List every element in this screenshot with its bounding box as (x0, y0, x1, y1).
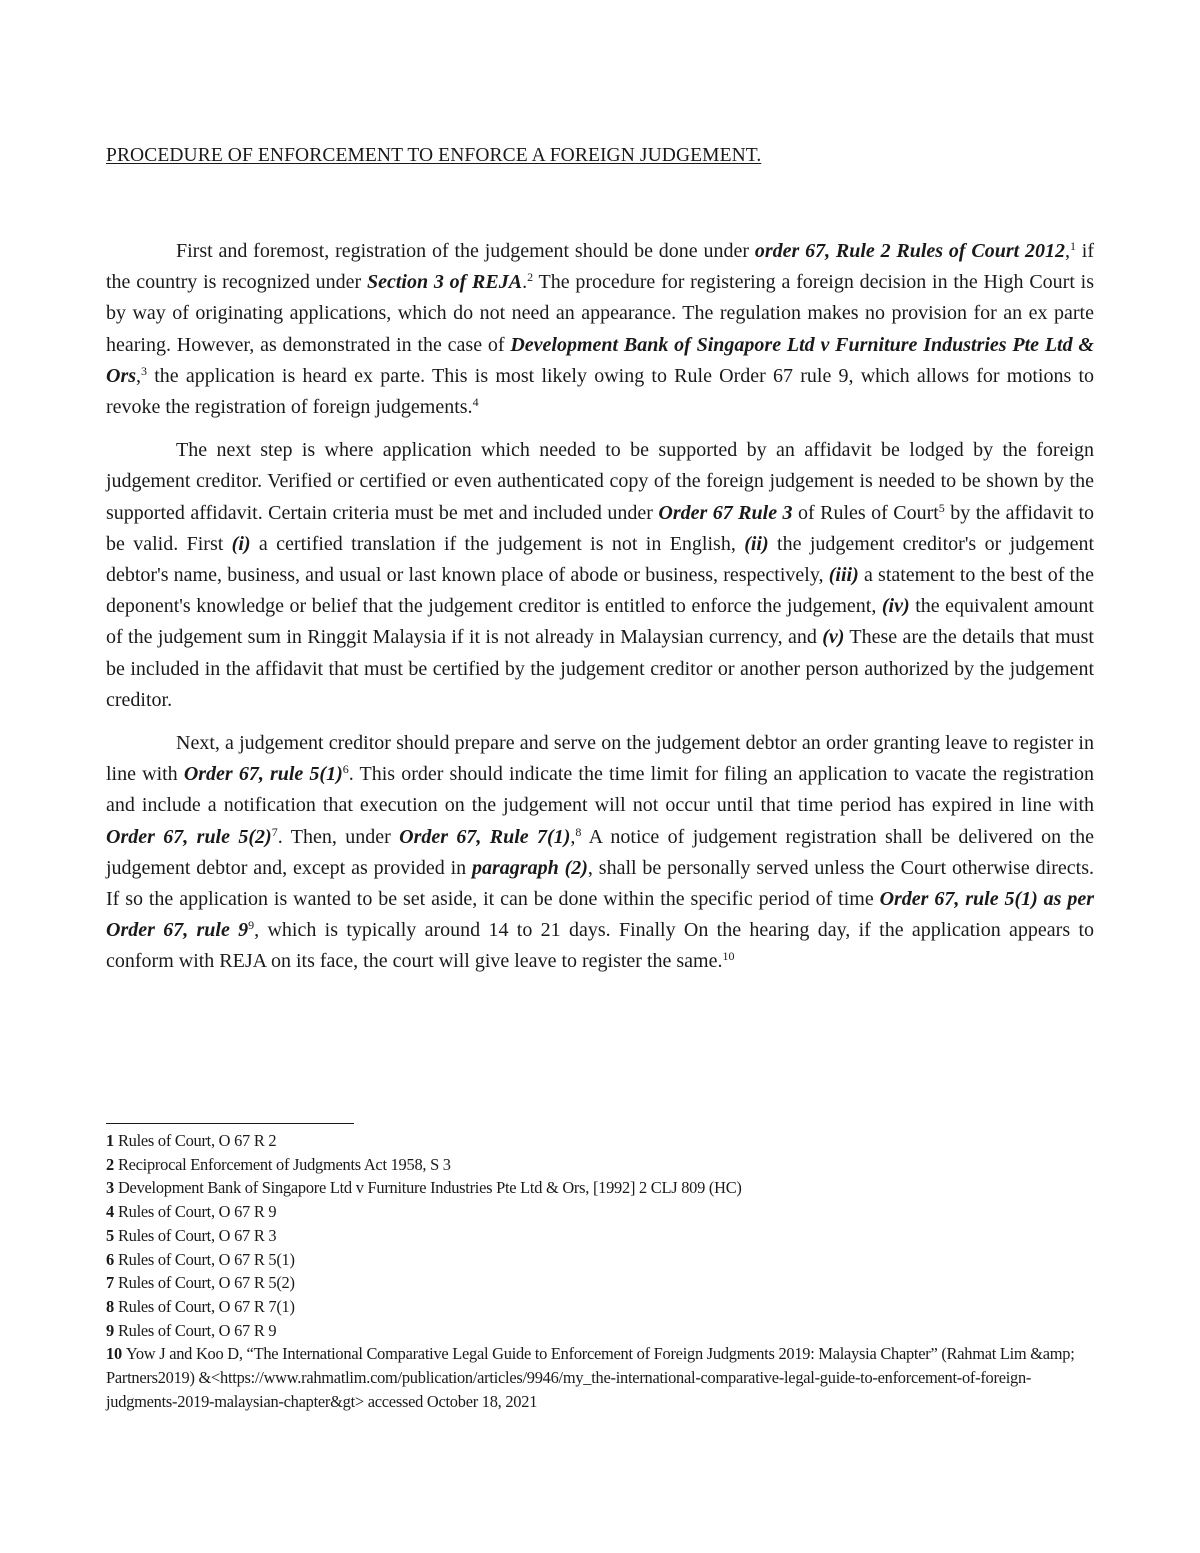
footnote-ref[interactable]: 10 (722, 949, 735, 964)
paragraph-text: . This order should indicate the time limit for filing an application to vacate the registration and include a notification that execution on the judgement will not occur until that time period has expired in line with (106, 763, 1095, 817)
paragraph-text: The procedure for registering a foreign decision in the High Court is by way of originating applications, which do not need an appearance. The regulation makes no provision for an ex parte hearing. However, as demonstrated in the case of (106, 271, 1094, 356)
paragraph-text: the application is heard ex parte. This is most likely owing to Rule Order 67 rule 9, which allows for motions to revoke the registration of foreign judgements. (106, 364, 1094, 419)
paragraph-text: , which is typically around 14 to 21 days. Finally On the hearing day, if the application appears to conform with REJA on its face, the court will give leave to register the same. (106, 919, 1094, 973)
footnote-ref[interactable]: 4 (472, 395, 479, 410)
paragraph-text: a certified translation if the judgement is not in English, (250, 532, 745, 555)
paragraph-text: The next step is where application which needed to be supported by an affidavit be lodged by the foreign judgement creditor. Verified or certified or even authenticated copy of the foreign judgement is needed to be shown by the supported affidavit. Certain criteria must be met and included under (106, 439, 1094, 524)
paragraph-text: These are the details that must be included in the affidavit that must be certified by the judgement creditor or another person authorized by the judgement creditor. (106, 626, 1094, 711)
footnote-ref[interactable]: 7 (271, 824, 278, 839)
footnote-ref[interactable]: 2 (527, 270, 534, 285)
footnote-ref[interactable]: 3 (141, 363, 148, 378)
document-title: PROCEDURE OF ENFORCEMENT TO ENFORCE A FOREIGN JUDGEMENT. (106, 145, 762, 166)
footnote-item (106, 1200, 1094, 1224)
paragraph-text: , shall be personally served unless the Court otherwise directs. If so the application is wanted to be set aside, it can be done within the specific period of time (106, 856, 1094, 911)
paragraph-text: . Then, under (277, 825, 400, 848)
paragraph-text: , (570, 825, 576, 848)
footnote-text: Rules of Court, O 67 R 9 (117, 1320, 277, 1340)
footnote-text: Rules of Court, O 67 R 5(1) (117, 1249, 295, 1269)
footnote-number: 8 (106, 1296, 114, 1316)
footnote-number: 3 (106, 1178, 114, 1198)
footnote-text: Rules of Court, O 67 R 3 (117, 1225, 277, 1245)
footnote-ref[interactable]: 8 (575, 824, 582, 839)
paragraph-registration (106, 236, 1094, 423)
legal-citation: (ii) (744, 532, 769, 555)
legal-citation: Order 67, rule 5(1) as per Order 67, rule 9 (106, 888, 1094, 942)
footnote-text: Rules of Court, O 67 R 7(1) (117, 1296, 295, 1316)
footnote-number: 4 (106, 1202, 114, 1222)
footnote-ref[interactable]: 1 (1069, 239, 1076, 253)
legal-citation: order 67, Rule 2 Rules of Court 2012 (754, 240, 1065, 262)
footnote-text: Rules of Court, O 67 R 9 (117, 1202, 277, 1222)
footnote-ref[interactable]: 6 (342, 762, 349, 777)
footnote-number: 10 (106, 1344, 122, 1364)
paragraph-text: by the affidavit to be valid. First (106, 501, 1094, 555)
paragraph-text: of Rules of Court (792, 501, 939, 524)
legal-citation: Order 67, rule 5(1) (183, 763, 343, 786)
footnote-item (106, 1295, 1094, 1319)
footnote-number: 7 (106, 1273, 114, 1293)
footnote-item (106, 1153, 1094, 1177)
legal-citation: (i) (231, 532, 251, 555)
footnotes-list (106, 1129, 1094, 1413)
paragraph-affidavit (106, 435, 1094, 716)
legal-citation: (iii) (828, 564, 859, 587)
footnote-text: Development Bank of Singapore Ltd v Furniture Industries Pte Ltd & Ors, [1992] 2 CLJ 809 (HC) (117, 1178, 742, 1198)
footnote-ref[interactable]: 5 (938, 500, 945, 515)
footnote-ref[interactable]: 9 (248, 918, 255, 933)
footnote-number: 2 (106, 1154, 114, 1174)
footnote-item (106, 1248, 1094, 1272)
footnote-item (106, 1271, 1094, 1295)
footnote-number: 5 (106, 1225, 114, 1245)
paragraph-text: if the country is recognized under (106, 240, 1095, 294)
footnote-item (106, 1342, 1094, 1413)
footnote-number: 1 (106, 1131, 114, 1150)
legal-citation: Order 67, rule 5(2) (106, 825, 272, 848)
paragraph-text: , (1064, 240, 1070, 262)
legal-citation: (iv) (881, 595, 910, 618)
footnote-number: 6 (106, 1249, 114, 1269)
paragraph-text: the equivalent amount of the judgement sum in Ringgit Malaysia if it is not already in Malaysian currency, and (106, 595, 1094, 649)
paragraph-text: First and foremost, registration of the judgement should be done under (176, 240, 755, 262)
footnote-text: Rules of Court, O 67 R 5(2) (117, 1273, 295, 1293)
footnote-text: Rules of Court, O 67 R 2 (117, 1131, 277, 1150)
footnote-item (106, 1224, 1094, 1248)
paragraph-text: a statement to the best of the deponent's knowledge or belief that the judgement creditor is entitled to enforce the judgement, (106, 564, 1094, 618)
legal-citation: (v) (822, 626, 845, 649)
paragraph-text: . (522, 271, 528, 294)
footnote-number: 9 (106, 1320, 114, 1340)
legal-citation: Order 67 Rule 3 (658, 501, 793, 524)
paragraph-text: , (136, 364, 142, 387)
paragraph-text: Next, a judgement creditor should prepare and serve on the judgement debtor an order granting leave to register in line with (106, 732, 1094, 786)
legal-citation: Order 67, Rule 7(1) (399, 825, 571, 848)
footnote-item (106, 1176, 1094, 1200)
paragraph-service-order (106, 728, 1094, 978)
paragraph-text: the judgement creditor's or judgement debtor's name, business, and usual or last known place of abode or business, respectively, (106, 532, 1095, 587)
footnote-text: Reciprocal Enforcement of Judgments Act 1958, S 3 (117, 1154, 451, 1174)
footnote-item (106, 1319, 1094, 1343)
legal-citation: Section 3 of REJA (366, 271, 523, 294)
document-body (106, 236, 1094, 990)
footnote-text: Yow J and Koo D, “The International Comparative Legal Guide to Enforcement of Foreign Judgments 2019: Malaysia Chapter” (Rahmat Lim &amp; Partners2019) &<https://www.rahmatlim.com/publication/articles/9946/my_the-international-comparative-legal-guide-to-enforcement-of-foreign-judgments-2019-malaysian-chapter&gt> accessed October 18, 2021 (106, 1344, 1075, 1411)
footnote-separator (106, 1123, 354, 1124)
footnote-item (106, 1129, 1094, 1153)
paragraph-text: A notice of judgement registration shall be delivered on the judgement debtor and, except as provided in (106, 825, 1094, 879)
legal-citation: paragraph (2) (472, 856, 588, 879)
legal-citation: Development Bank of Singapore Ltd v Furniture Industries Pte Ltd & Ors (106, 333, 1094, 387)
